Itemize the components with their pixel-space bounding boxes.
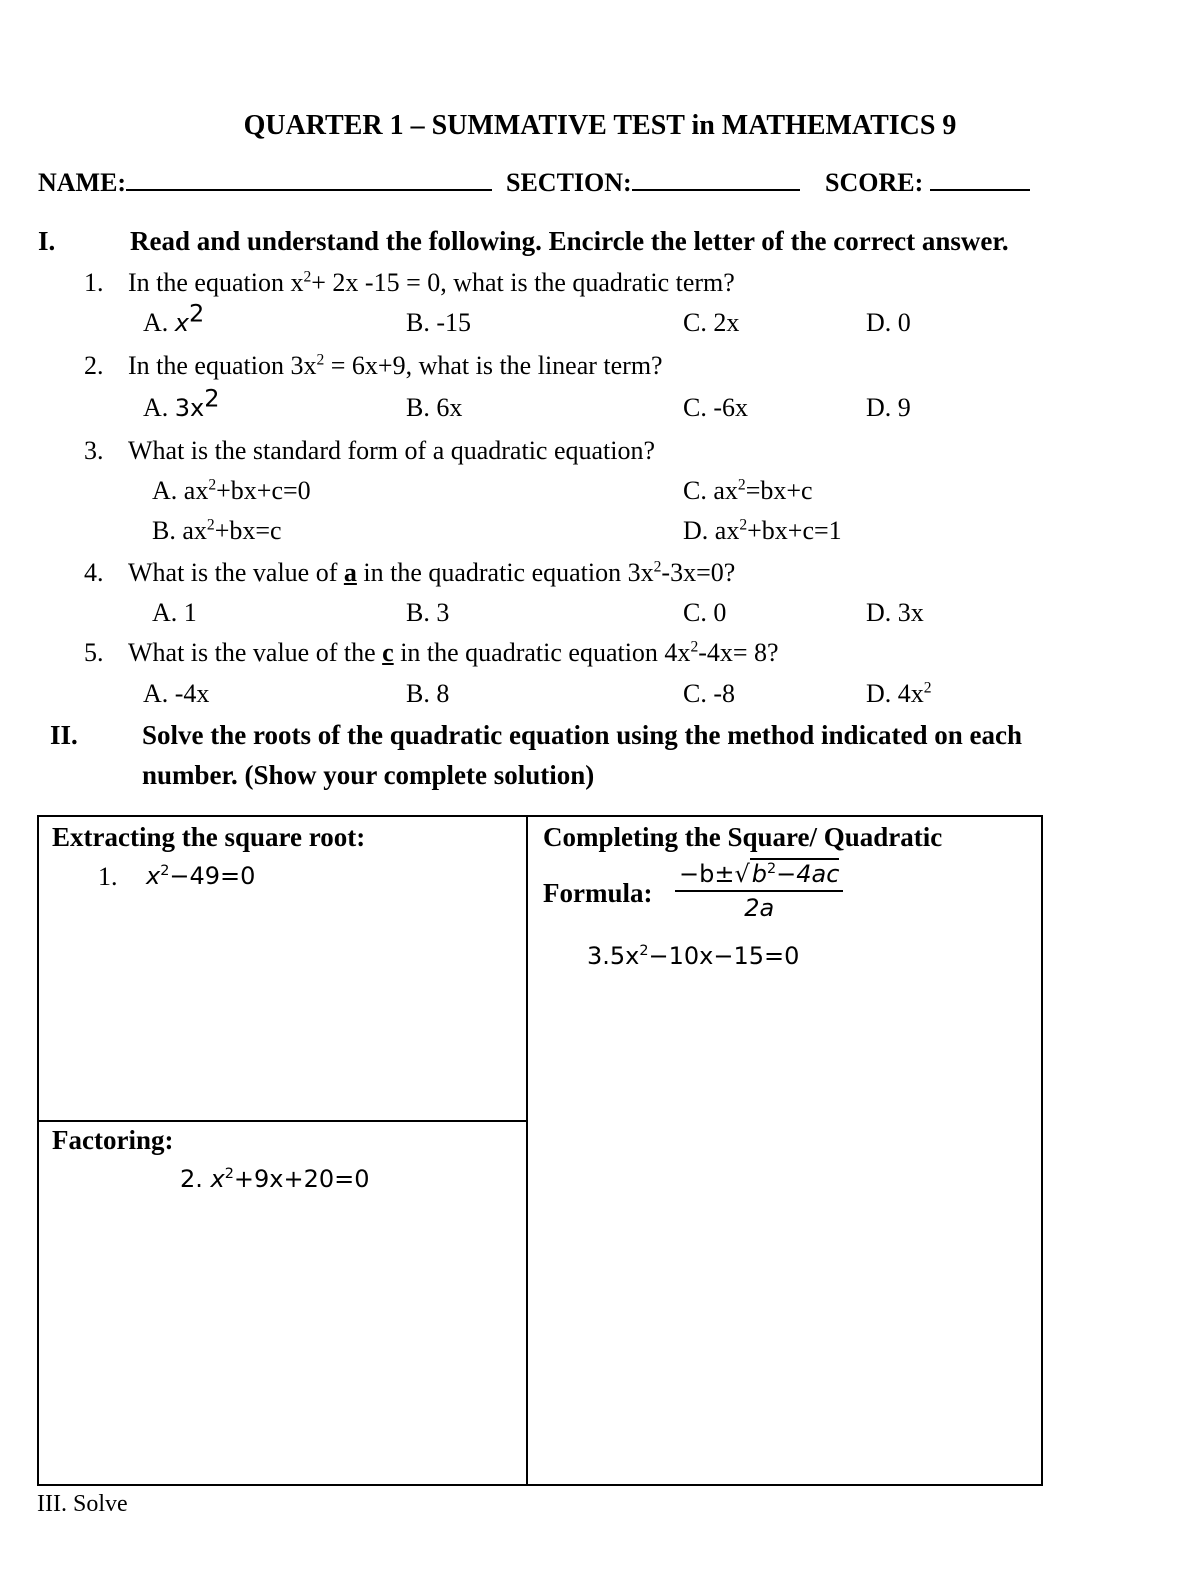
q1-choice-a[interactable]: A. $x^2$ bbox=[143, 299, 205, 337]
q4-choice-c[interactable]: C. 0 bbox=[683, 598, 727, 627]
name-field[interactable] bbox=[38, 167, 492, 198]
q5-choice-a[interactable]: A. -4x bbox=[143, 679, 210, 708]
part1-roman: I. bbox=[38, 226, 56, 256]
question-number: 2. bbox=[84, 351, 104, 380]
q2-choice-b[interactable]: B. 6x bbox=[406, 393, 463, 422]
page-title: QUARTER 1 – SUMMATIVE TEST in MATHEMATICS 9 bbox=[243, 110, 957, 141]
part1-instruction: Read and understand the following. Encircle the letter of the correct answer. bbox=[130, 226, 1009, 256]
question-number: 3. bbox=[84, 436, 104, 465]
question-number: 5. bbox=[84, 638, 104, 667]
q1-choice-c[interactable]: C. 2x bbox=[683, 308, 740, 337]
question-2-text: In the equation $3x^2 = 6x+9$, what is the linear term? bbox=[128, 351, 663, 380]
table-border-left bbox=[37, 815, 39, 1486]
factoring-title: Factoring: bbox=[52, 1125, 174, 1155]
extracting-title: Extracting the square root: bbox=[52, 822, 366, 852]
name-label: NAME: bbox=[38, 168, 127, 197]
q1-choice-d[interactable]: D. 0 bbox=[866, 308, 911, 337]
question-number: 4. bbox=[84, 558, 104, 587]
q2-choice-c[interactable]: C. -6x bbox=[683, 393, 748, 422]
table-border-right bbox=[1041, 815, 1043, 1486]
quadratic-formula: $\frac{-b\pm√b^2-4ac}{2a}$ bbox=[675, 860, 843, 922]
part2-roman: II. bbox=[50, 720, 78, 750]
table-border-bottom bbox=[37, 1484, 1043, 1486]
q4-choice-a[interactable]: A. 1 bbox=[152, 598, 197, 627]
name-blank[interactable] bbox=[126, 167, 492, 191]
section-label: SECTION: bbox=[506, 168, 632, 197]
q3-choice-c[interactable]: C. $ax^2=bx+c$ bbox=[683, 476, 813, 505]
score-label: SCORE: bbox=[825, 168, 924, 197]
item1-equation: $x^2-49=0$ bbox=[146, 862, 256, 890]
score-blank[interactable] bbox=[930, 167, 1030, 191]
q5-choice-c[interactable]: C. -8 bbox=[683, 679, 735, 708]
q3-choice-a[interactable]: A. $ax^2+bx+c=0$ bbox=[152, 476, 311, 505]
q3-choice-d[interactable]: D. $ax^2+bx+c=1$ bbox=[683, 516, 842, 545]
item3-equation: $3.5x^2-10x-15=0$ bbox=[587, 942, 800, 970]
q4-choice-d[interactable]: D. 3x bbox=[866, 598, 924, 627]
q2-choice-d[interactable]: D. 9 bbox=[866, 393, 911, 422]
q2-choice-a[interactable]: A. $3x^2$ bbox=[143, 384, 220, 422]
part2-instruction-line2: number. (Show your complete solution) bbox=[142, 760, 595, 790]
q4-choice-b[interactable]: B. 3 bbox=[406, 598, 450, 627]
question-1-text: In the equation $x^2+ 2x$ -15 = 0, what is the quadratic term? bbox=[128, 268, 735, 297]
table-border-top bbox=[37, 815, 1043, 817]
question-5-text: What is the value of the c in the quadratic equation $4x^2-4x= 8$? bbox=[128, 638, 779, 667]
q3-choice-b[interactable]: B. $ax^2+bx=c$ bbox=[152, 516, 282, 545]
item1-number: 1. bbox=[98, 862, 118, 891]
q5-choice-b[interactable]: B. 8 bbox=[406, 679, 450, 708]
item2-equation: 2. $x^2+9x+20=0$ bbox=[180, 1165, 370, 1193]
formula-label: Formula: bbox=[543, 878, 653, 908]
table-divider-vertical bbox=[526, 815, 528, 1486]
q1-choice-b[interactable]: B. -15 bbox=[406, 308, 471, 337]
question-3-text: What is the standard form of a quadratic equation? bbox=[128, 436, 656, 465]
score-field[interactable] bbox=[825, 167, 1030, 198]
question-number: 1. bbox=[84, 268, 104, 297]
section-field[interactable] bbox=[506, 167, 800, 198]
part3-label: III. Solve bbox=[37, 1491, 128, 1517]
part2-instruction-line1: Solve the roots of the quadratic equation using the method indicated on each bbox=[142, 720, 1023, 750]
section-blank[interactable] bbox=[632, 167, 800, 191]
q5-choice-d[interactable]: D. $4x^2$ bbox=[866, 679, 932, 708]
table-divider-horizontal bbox=[37, 1120, 528, 1122]
question-4-text: What is the value of a in the quadratic equation $3x^2-3x=0$? bbox=[128, 558, 736, 587]
completing-title: Completing the Square/ Quadratic bbox=[543, 822, 943, 852]
